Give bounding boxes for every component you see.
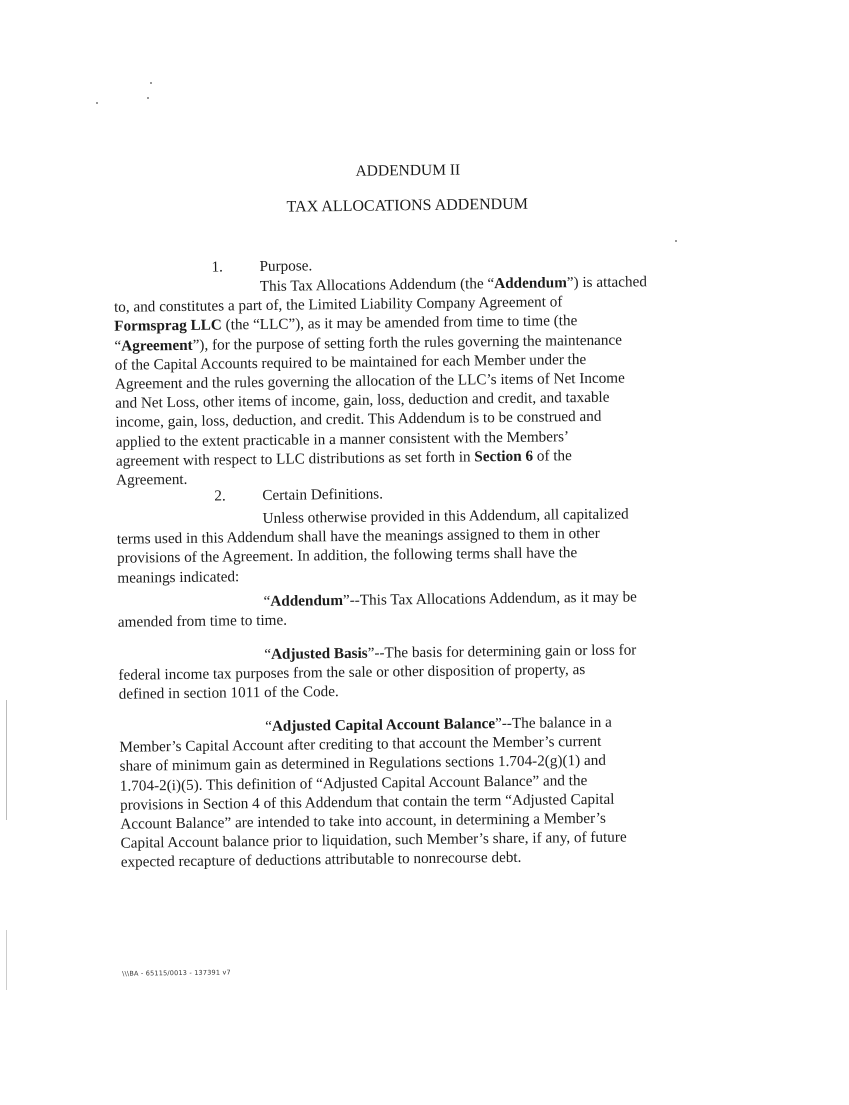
text-run: This Tax Allocations Addendum (the “ (259, 275, 495, 295)
bold-term: Addendum (270, 591, 344, 610)
text-run: agreement with respect to LLC distributions as set forth in (115, 448, 475, 470)
text-run: “ (263, 592, 271, 610)
bold-term: Addendum (494, 274, 567, 293)
text-line (116, 471, 187, 490)
section-number: 1. (211, 258, 224, 276)
text-run: Account Balance” are intended to take into account, in determining a Member’s (120, 809, 606, 833)
text-run: of the Capital Accounts required to be maintained for each Member under the (114, 350, 587, 374)
scan-edge-mark (6, 930, 7, 990)
text-line (119, 683, 339, 704)
scan-speck (96, 102, 98, 104)
text-run: meanings indicated: (117, 567, 240, 587)
scan-edge-mark (6, 700, 7, 820)
text-run: ”) is attached (566, 273, 648, 292)
section-title-definitions: Certain Definitions. (262, 485, 384, 504)
text-run: provisions of the Agreement. In addition, the following terms shall have the (116, 544, 578, 568)
text-run: income, gain, loss, deduction, and credit. This Addendum is to be construed and (115, 408, 602, 432)
text-run: ”--The basis for determining gain or loss for (367, 641, 637, 662)
text-run: defined in section 1011 of the Code. (118, 683, 339, 704)
addendum-heading: ADDENDUM II (355, 161, 461, 180)
text-run: of the (532, 446, 572, 465)
text-run: expected recapture of deductions attributable to nonrecourse debt. (120, 849, 522, 872)
text-line (117, 568, 239, 587)
bold-term: Adjusted Basis (270, 644, 368, 663)
scan-speck (150, 82, 152, 84)
text-run: “ (114, 337, 122, 355)
text-run: amended from time to time. (117, 611, 288, 631)
section-number: 2. (214, 487, 226, 505)
text-line (118, 661, 585, 685)
addendum-subheading: TAX ALLOCATIONS ADDENDUM (286, 195, 529, 216)
text-run: ”), for the purpose of setting forth the rules governing the maintenance (192, 331, 623, 354)
bold-term: Section 6 (474, 447, 534, 466)
text-run: and Net Loss, other items of income, gain, loss, deduction and credit, and taxable (115, 388, 610, 412)
text-line (118, 612, 287, 632)
text-run: provisions in Section 4 of this Addendum that contain the term “Adjusted Capital (119, 790, 615, 814)
text-run: 1.704-2(i)(5). This definition of “Adjusted Capital Account Balance” and the (119, 771, 588, 795)
text-line (260, 273, 647, 296)
scan-speck (675, 240, 677, 242)
text-run: applied to the extent practicable in a manner consistent with the Members’ (115, 427, 570, 451)
text-run: share of minimum gain as determined in Regulations sections 1.704-2(g)(1) and (119, 752, 607, 776)
scan-speck (147, 97, 149, 99)
text-line (264, 588, 637, 611)
section-title-purpose: Purpose. (259, 257, 313, 275)
document-footer-code: \\\BA - 65115/0013 - 137391 v7 (122, 968, 231, 978)
bold-term: Formsprag LLC (114, 316, 222, 336)
text-run: “ (265, 717, 272, 735)
text-run: terms used in this Addendum shall have the meanings assigned to them in other (116, 525, 600, 548)
text-line (121, 849, 522, 872)
text-run: “ (264, 645, 272, 663)
text-run: (the “LLC”), as it may be amended from time to time (the (221, 312, 578, 334)
text-run: Unless otherwise provided in this Addendum, all capitalized (262, 505, 629, 527)
text-run: ”--The balance in a (494, 713, 612, 733)
bold-term: Adjusted Capital Account Balance (271, 715, 496, 735)
text-run: Agreement. (116, 470, 188, 489)
text-run: to, and constitutes a part of, the Limited Liability Company Agreement of (113, 293, 563, 316)
text-run: federal income tax purposes from the sale or other disposition of property, as (118, 661, 586, 684)
text-run: Agreement and the rules governing the allocation of the LLC’s items of Net Income (114, 369, 625, 393)
text-run: Capital Account balance prior to liquidation, such Member’s share, if any, of future (120, 828, 627, 852)
text-run: ”--This Tax Allocations Addendum, as it may be (342, 588, 637, 609)
bold-term: Agreement (121, 336, 193, 355)
text-run: Member’s Capital Account after crediting to that account the Member’s current (119, 733, 602, 756)
